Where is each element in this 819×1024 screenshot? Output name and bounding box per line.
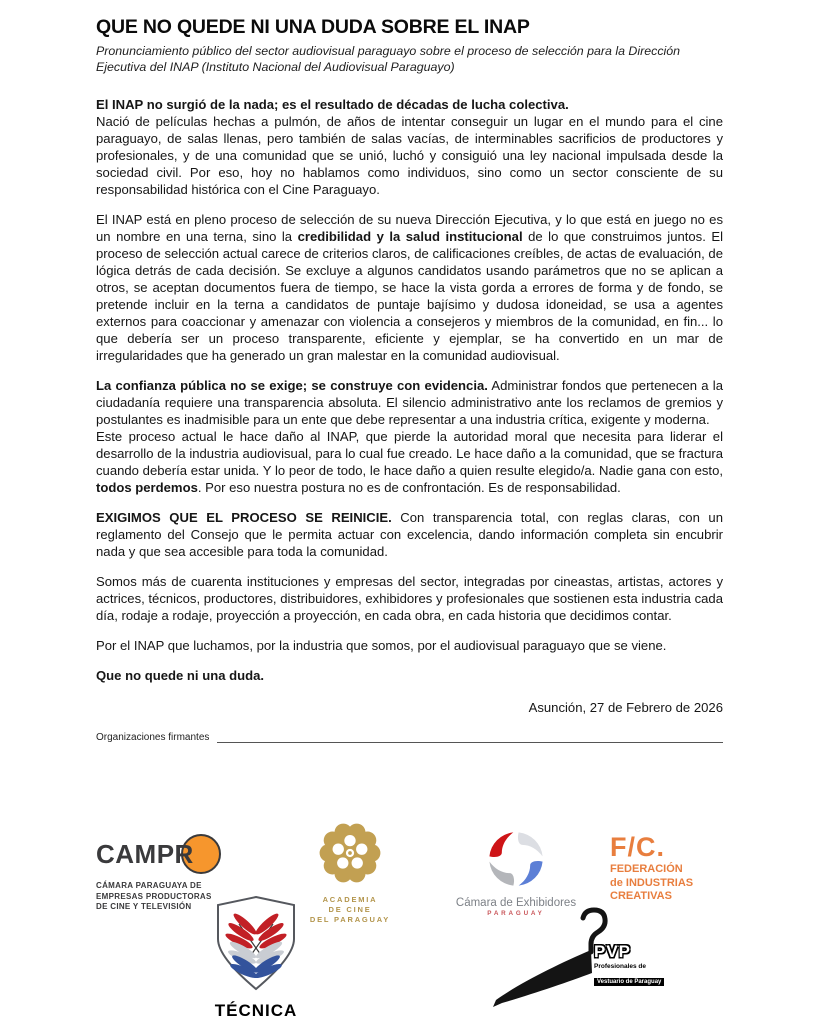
fic-logo: [610, 834, 730, 904]
campro-wordmark-text: CAMPR: [96, 838, 194, 869]
paragraph: El INAP no surgió de la nada; es el resultado de décadas de lucha colectiva. Nació de películas hechas a pulmón, de años de intentar conseguir un lugar en el mundo para el cine paraguayo, de salas llenas, pero también de salas vacías, de interminables sacrificios de productores y profesionales, y de una comunidad que se unió, luchó y consiguió una ley nacional impulsada desde la sociedad civil. Por eso, hoy no hablamos como individuos, sino como un sector consciente de su responsabilidad histórica con el Cine Paraguayo.: [96, 97, 723, 197]
pvp-acronym: PVP: [594, 942, 632, 961]
campro-tagline-line: EMPRESAS PRODUCTORAS: [96, 891, 212, 901]
exhibidores-swirl-icon: [485, 828, 547, 890]
academia-text-line: ACADEMIA: [322, 895, 378, 904]
paragraph: La confianza pública no se exige; se construye con evidencia. Administrar fondos que pertenecen a la ciudadanía requiere una transparencia absoluta. El silencio administrativo ante los reclamos de gremios y postulantes es inadmisible para un ente que debe representar a una industria crítica, exigente y moderna. Este proceso actual le hace daño al INAP, que pierde la autoridad moral que necesita para liderar el desarrollo de la industria audiovisual, para lo cual fue creado. Le hace daño a la comunidad, que se fractura cuando debería estar unida. Y lo peor de todo, le hace daño a quien resulte elegido/a. Nadie gana con esto, todos perdemos. Por eso nuestra postura no es de confrontación. Es de responsabilidad.: [96, 378, 723, 495]
signatory-logos: [0, 818, 819, 1024]
signature-line: [217, 731, 723, 743]
paragraph: Somos más de cuarenta instituciones y empresas del sector, integradas por cineastas, artistas, actores y actrices, técnicos, productores, distribuidores, exhibidores y profesionales que sostienen esta industria cada día, rodaje a rodaje, proyección a proyección, en cada obra, en cada historia que decidimos contar.: [96, 574, 723, 623]
fic-text-line: CREATIVAS: [610, 890, 672, 902]
campro-tagline-line: DE CINE Y TELEVISIÓN: [96, 902, 192, 911]
pvp-text-line: Profesionales de: [594, 963, 647, 970]
tecnica-shield-icon: [208, 894, 304, 994]
paragraph: Por el INAP que luchamos, por la industria que somos, por el audiovisual paraguayo que se viene.: [96, 638, 667, 653]
academia-text-line: DE CINE: [328, 905, 372, 914]
pvp-logo: [488, 902, 673, 1020]
tecnica-label: TÉCNICA: [214, 1001, 298, 1020]
academia-text-line: DEL PARAGUAY: [309, 915, 391, 924]
academia-flower-icon: [317, 820, 383, 886]
fic-text-line: de INDUSTRIAS: [610, 876, 694, 889]
body-paragraphs: [96, 96, 723, 684]
fic-text-line: FEDERACIÓN: [610, 863, 683, 875]
paragraph: Que no quede ni una duda.: [96, 668, 265, 683]
pvp-text-line: Vestuario de Paraguay: [594, 978, 664, 986]
dateline: Asunción, 27 de Febrero de 2026: [528, 700, 723, 715]
campro-wordmark: [96, 834, 276, 874]
fic-text: [610, 863, 730, 904]
exhibidores-country: PARAGUAY: [487, 910, 545, 917]
pvp-text: [594, 942, 674, 988]
paragraph: EXIGIMOS QUE EL PROCESO SE REINICIE. Con transparencia total, con reglas claras, con un reglamento del Consejo que le permita actuar con excelencia, dando información completa sin encubrir nada y que sea accesible para toda la comunidad.: [96, 510, 723, 559]
tecnica-logo: [194, 894, 318, 1021]
signers-label: Organizaciones firmantes: [96, 732, 210, 743]
signers-row: [96, 731, 723, 743]
campro-tagline-line: CÁMARA PARAGUAYA DE: [96, 881, 202, 890]
subtitle: Pronunciamiento público del sector audiovisual paraguayo sobre el proceso de selección para la Dirección Ejecutiva del INAP (Instituto Nacional del Audiovisual Paraguayo): [96, 44, 681, 74]
page-title: QUE NO QUEDE NI UNA DUDA SOBRE EL INAP: [96, 16, 530, 38]
fic-wordmark: F/C.: [610, 832, 665, 862]
paragraph: El INAP está en pleno proceso de selección de su nueva Dirección Ejecutiva, y lo que está en juego no es un nombre en una terna, sino la credibilidad y la salud institucional de lo que construimos juntos. El proceso de selección actual carece de criterios claros, de calificaciones creíbles, de actas de evaluación, de lógica detrás de cada decisión. Se excluye a algunos candidatos usando parámetros que no se aplican a otros, se aceptan documentos fuera de tiempo, se hace la vista gorda a errores de forma y de fondo, se pretende incluir en la terna a candidatos de puntaje bajísimo y dudosa idoneidad, se usa a agentes externos para coaccionar y amenazar con violencia a consejeros y miembros de la comunidad, en fin... lo que debería ser un proceso transparente, eficiente y ejemplar, se ha convertido en un mar de irregularidades que ha generado un gran malestar en la comunidad audiovisual.: [96, 212, 724, 363]
exhibidores-name: Cámara de Exhibidores: [455, 897, 577, 909]
